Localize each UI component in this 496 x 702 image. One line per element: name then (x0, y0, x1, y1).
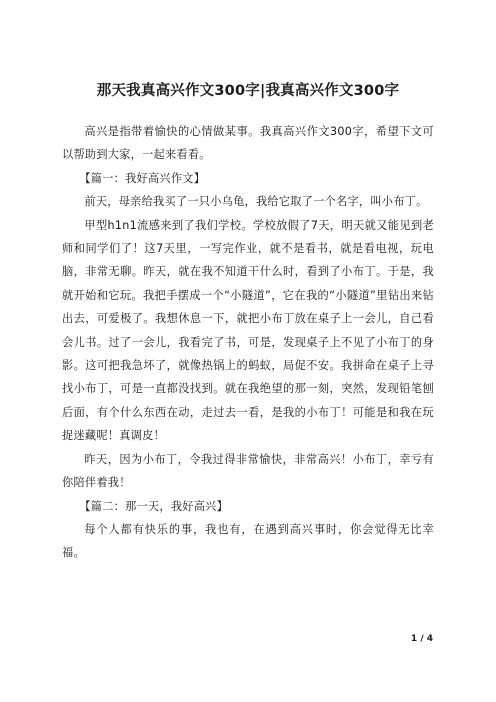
section-heading-1: 【篇一：我好高兴作文】 (79, 171, 206, 185)
body-paragraph: 甲型h1n1流感来到了我们学校。学校放假了7天，明天就又能见到老师和同学们了！这7天里，一写完作业，就不是看书，就是看电视，玩电脑，非常无聊。昨天，就在我不知道干什么时，看到了小布丁。于是，我就开始和它玩。我把手摆成一个“小隧道”，它在我的“小隧道”里钻出来钻出去，可爱极了。我想休息一下，就把小布丁放在桌子上一会儿，自己看会儿书。过了一会儿，我看完了书，可是，发现桌子上不见了小布丁的身影。这可把我急坏了，就像热锅上的蚂蚁，局促不安。我拼命在桌子上寻找小布丁，可是一直都没找到。就在我绝望的那一刻，突然，发现铅笔刨后面，有个什么东西在动，走过去一看，是我的小布丁！可能是和我在玩捉迷藏呢！真调皮！ (62, 218, 434, 443)
body-paragraph: 前天，母亲给我买了一只小乌龟，我给它取了一个名字，叫小布丁。 (84, 195, 428, 209)
document-body (62, 120, 434, 565)
document-title: 那天我真高兴作文300字|我真高兴作文300字 (96, 83, 400, 99)
body-paragraph: 昨天，因为小布丁，令我过得非常愉快，非常高兴！小布丁，幸亏有你陪伴着我！ (62, 452, 434, 490)
intro-paragraph: 高兴是指带着愉快的心情做某事。我真高兴作文300字，希望下文可以帮助到大家，一起来看看。 (62, 125, 434, 162)
body-paragraph: 每个人都有快乐的事，我也有，在遇到高兴事时，你会觉得无比幸福。 (62, 522, 434, 560)
section-heading-2: 【篇二：那一天，我好高兴】 (79, 499, 229, 513)
page-number: 1 / 4 (410, 634, 433, 644)
